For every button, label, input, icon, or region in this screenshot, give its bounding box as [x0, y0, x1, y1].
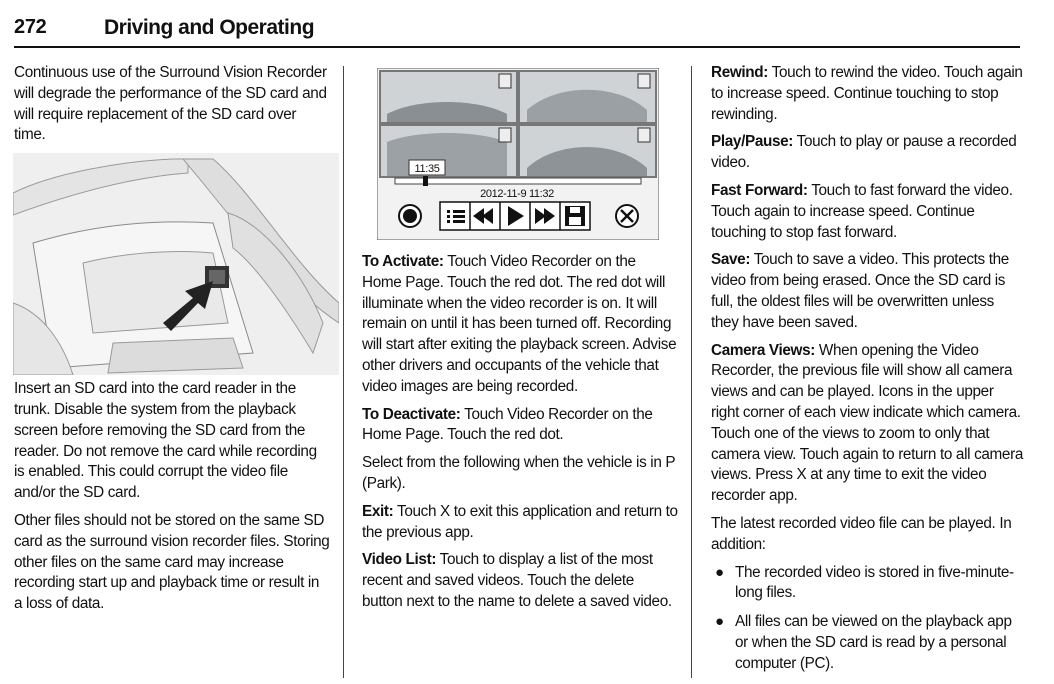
paragraph-latest-file: The latest recorded video file can be played. In addition:	[711, 514, 1012, 553]
paragraph-activate	[362, 252, 678, 398]
elapsed-time-label: 11:35	[414, 163, 440, 175]
trunk-illustration	[13, 153, 339, 375]
text-camera-views: When opening the Video Recorder, the previous file will show all camera views and can be played. Icons in the upper right corner of each view indicate which camera. Touch one of the views to zoom to only that camera view. Touch again to return to all camera views. Press X at any time to exit the video recorder app.	[711, 341, 1023, 505]
paragraph-insert-card: Insert an SD card into the card reader in the trunk. Disable the system from the playback screen before removing the SD card from the reader. Do not remove the card while recording is enabled. This could corrupt the video file and/or the SD card.	[14, 380, 317, 502]
paragraph-sd-wear: Continuous use of the Surround Vision Recorder will degrade the performance of the SD card and will require replacement of the SD card over time.	[14, 64, 327, 144]
paragraph-rewind	[711, 63, 1023, 125]
column-divider-1	[343, 66, 344, 678]
term-activate: To Activate:	[362, 253, 444, 270]
page-number: 272	[14, 16, 47, 38]
bullet-item: ● All files can be viewed on the playback app or when the SD card is read by a personal computer (PC).	[715, 613, 1012, 672]
text-fast-forward: Touch to fast forward the video. Touch again to increase speed. Continue touching to stop fast forward.	[711, 181, 1013, 241]
paragraph-select: Select from the following when the vehicle is in P (Park).	[362, 454, 675, 492]
text-activate: Touch Video Recorder on the Home Page. Touch the red dot. The red dot will illuminate when the video recorder is on. It will remain on until it has been turned off. Recording will start after exiting the playback screen. Advise other drivers and occupants of the vehicle that video images are being recorded.	[362, 253, 677, 395]
paragraph-deactivate	[362, 405, 678, 447]
page-header	[14, 14, 1020, 44]
paragraph-exit	[362, 502, 678, 544]
paragraph-video-list	[362, 550, 678, 612]
paragraph-fast-forward	[711, 181, 1023, 243]
paragraph-save	[711, 250, 1023, 333]
text-save: Touch to save a video. This protects the video from being erased. Once the SD card is full, the oldest files will be overwritten unless they have been saved.	[711, 251, 1009, 331]
term-fast-forward: Fast Forward:	[711, 181, 808, 199]
text-video-list: Touch to display a list of the most recent and saved videos. Touch the delete button next to the name to delete a saved video.	[362, 551, 672, 610]
column-3	[711, 63, 1023, 683]
date-time-label: 2012-11-9 11:32	[480, 188, 554, 200]
paragraph-camera-views	[711, 341, 1023, 507]
text-deactivate: Touch Video Recorder on the Home Page. Touch the red dot.	[362, 405, 653, 444]
term-deactivate: To Deactivate:	[362, 405, 461, 423]
paragraph-play-pause	[711, 132, 1023, 174]
column-1	[14, 63, 330, 622]
section-title: Driving and Operating	[104, 16, 315, 39]
bullet-item: ● The recorded video is stored in five-minute-long files.	[715, 563, 1014, 602]
bullet-icon: ●	[715, 563, 724, 581]
term-camera-views: Camera Views:	[711, 341, 816, 359]
bullet-list	[711, 563, 1023, 675]
bullet-icon: ●	[715, 613, 724, 631]
column-divider-2	[691, 66, 692, 678]
header-rule	[14, 46, 1020, 48]
text-rewind: Touch to rewind the video. Touch again to increase speed. Continue touching to stop rewinding.	[711, 64, 1023, 123]
paragraph-other-files: Other files should not be stored on the same SD card as the surround vision recorder files. Storing other files on the same card may increase recording start up and playback time or result in a loss of data.	[14, 511, 330, 613]
term-rewind: Rewind:	[711, 64, 769, 81]
text-exit: Touch X to exit this application and return to the previous app.	[362, 502, 678, 541]
term-play-pause: Play/Pause:	[711, 133, 794, 151]
column-2	[362, 63, 678, 620]
term-save: Save:	[711, 251, 751, 269]
term-exit: Exit:	[362, 502, 394, 520]
term-video-list: Video List:	[362, 551, 437, 569]
text-play-pause: Touch to play or pause a recorded video.	[711, 133, 1017, 172]
recorder-screen-illustration	[377, 68, 659, 240]
